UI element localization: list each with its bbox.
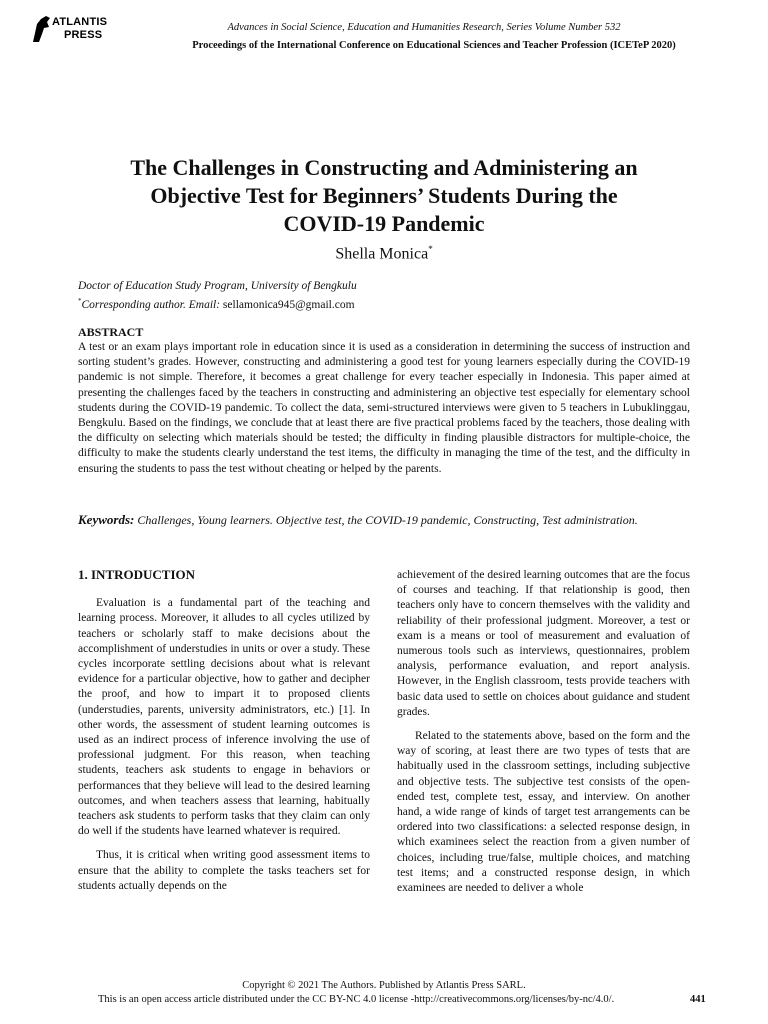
corresponding-mark: * xyxy=(78,297,82,305)
section-heading: 1. INTRODUCTION xyxy=(78,567,196,582)
logo-line-2: PRESS xyxy=(64,29,103,41)
author-line xyxy=(0,244,768,263)
author-name: Shella Monica xyxy=(335,245,429,263)
left-paragraph-1: Evaluation is a fundamental part of the teaching and learning process. Moreover, it alludes to all cycles utilized by teachers or scholarly staff to make decisions about the accomplishment of understudies in units or over a study. These cycles incorporate settling decisions about what is relevant evidence for a particular objective, how to gather and decipher the proof, and how to impart it to proposed clients (understudies, parents, university administrators, etc.) [1]. In other words, the assessment of student learning outcomes is used as an indirect process of inference involving the use of professional judgment. For this reason, when teaching students, teachers ask students to engage in behaviors or performances that they believe will lead to the desired learning outcomes, and when teachers assess that learning, habitually teachers ask students to perform tasks that they claim can only do well if the students have learned whatever is required. xyxy=(78,597,370,838)
logo-line-1: ATLANTIS xyxy=(52,16,108,28)
corresponding-label: Corresponding author. Email: xyxy=(81,298,221,311)
right-paragraph-2: Related to the statements above, based on the form and the way of scoring, at least there are two types of tests that are habitually used in the classroom settings, including subjective and objective tests. The subjective test consists of the open-ended test, complete test, essay, and interview. On another hand, a wide range of kinds of target test arrangements can be ordered into two classifications: a selected response design, in which examinees select the reaction from a given number of choices, including true/false, multiple choices, and matching test items; and a constructed response design, in which examinees are needed to deliver a whole xyxy=(397,730,690,895)
left-column xyxy=(78,567,370,894)
author-email: sellamonica945@gmail.com xyxy=(220,298,355,311)
keywords xyxy=(78,512,690,528)
title-line-2: Objective Test for Beginners’ Students During the xyxy=(150,183,618,208)
series-line: Advances in Social Science, Education and Humanities Research, Series Volume Number 532 xyxy=(227,22,621,33)
abstract-heading: ABSTRACT xyxy=(78,325,144,339)
copyright-notice: Copyright © 2021 The Authors. Published by Atlantis Press SARL. xyxy=(242,980,526,991)
title-line-1: The Challenges in Constructing and Administering an xyxy=(130,155,638,180)
affiliation-block xyxy=(78,279,357,313)
right-paragraph-1: achievement of the desired learning outcomes that are the focus of courses and teaching. If that relationship is good, then teachers only have to concern themselves with the validity and reliability of their professional judgment. Moreover, a test or exam is a means or tool of measurement and evaluation of numerous tools such as interviews, questionnaires, problem analysis, performance evaluation, and report analysis. However, in the English classroom, tests provide teachers with basic data used to settle on choices about guidance and student grades. xyxy=(397,569,690,718)
title-line-3: COVID-19 Pandemic xyxy=(283,211,485,236)
author-mark: * xyxy=(428,244,433,254)
page-number: 441 xyxy=(690,994,706,1005)
corresponding-author xyxy=(78,294,357,313)
keywords-text: Challenges, Young learners. Objective test, the COVID-19 pandemic, Constructing, Test administration. xyxy=(134,513,638,527)
proceedings-line: Proceedings of the International Conference on Educational Sciences and Teacher Profession (ICETeP 2020) xyxy=(192,40,676,51)
right-column xyxy=(397,568,690,896)
paper-title xyxy=(70,154,698,238)
license-notice: This is an open access article distributed under the CC BY-NC 4.0 license -http://creativecommons.org/licenses/by-nc/4.0/. xyxy=(98,994,615,1005)
left-paragraph-2: Thus, it is critical when writing good assessment items to ensure that the ability to complete the tasks teachers set for students actually depends on the xyxy=(78,849,370,892)
keywords-label: Keywords: xyxy=(78,512,135,527)
affiliation: Doctor of Education Study Program, University of Bengkulu xyxy=(78,280,357,292)
abstract-text: A test or an exam plays important role in education since it is used as a consideration in determining the success of instruction and sorting student’s grades. However, constructing and administering a good test for young learners especially during the COVID-19 pandemic is not simple. Therefore, it becomes a great challenge for every teacher especially in Indonesia. This paper aimed at presenting the challenges faced by the teachers in constructing and administering an objective test especially for elementary school students during the COVID-19 pandemic. To collect the data, semi-structured interviews were given to 5 teachers in Lubuklinggau, Bengkulu. Based on the findings, we conclude that at least there are five practical problems faced by the teachers, those dealing with the difficulty on selecting which materials should be tested; the difficulty in finding plausible distractors for multiple-choice, the difficulty to make the students clearly understand the test items, the difficulty in managing the time of the test, and the difficulty in ensuring the students to pass the test without cheating or helped by the parents. xyxy=(78,341,690,475)
